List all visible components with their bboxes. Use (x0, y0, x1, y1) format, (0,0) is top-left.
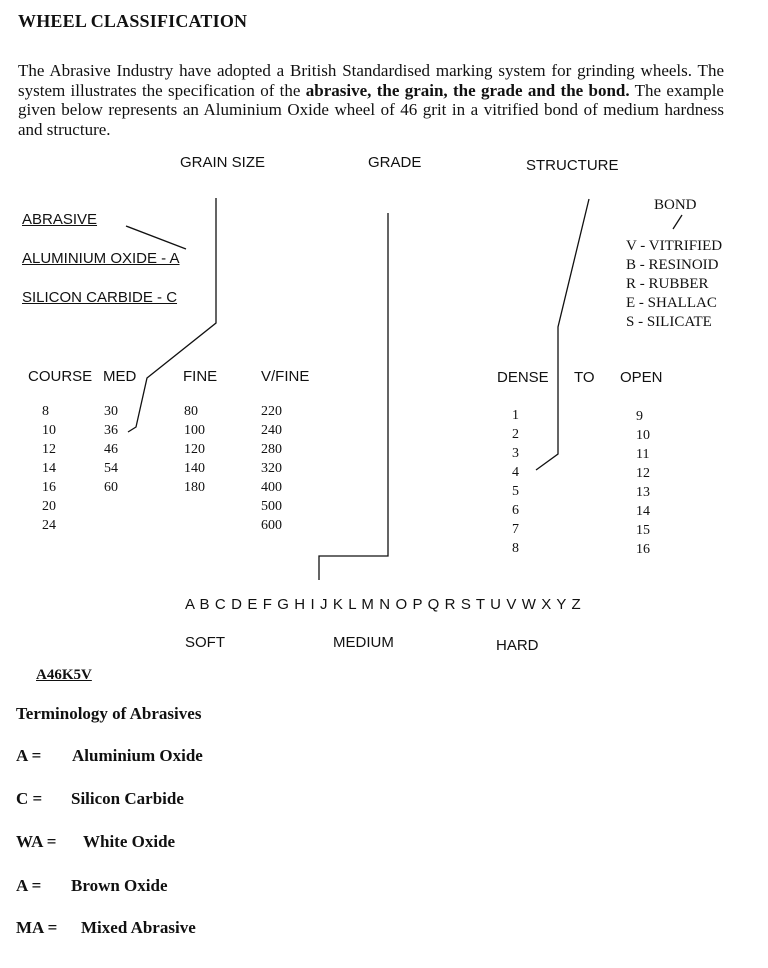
grain-size-header: GRAIN SIZE (180, 154, 266, 171)
grain-value: 400 (261, 480, 282, 495)
terminology-name: Silicon Carbide (71, 789, 184, 808)
bond-item: E - SHALLAC (626, 295, 717, 311)
grade-letter-scale: A B C D E F G H I J K L M N O P Q R S T U V W X Y Z (185, 596, 582, 613)
structure-value: 11 (636, 447, 650, 462)
grain-value: 8 (42, 404, 49, 419)
terminology-item (16, 789, 184, 809)
structure-value: 2 (512, 427, 519, 442)
grain-col-heading-fine: FINE (183, 368, 218, 385)
grain-value: 10 (42, 423, 56, 438)
bond-list (626, 237, 722, 332)
grain-value: 12 (42, 442, 56, 457)
grain-value: 600 (261, 518, 282, 533)
grain-value: 20 (42, 499, 56, 514)
intro-text-1: The Abrasive Industry have adopted a British Standardised marking system for grinding wheels. The system illustrates the specification of the (18, 61, 724, 100)
grain-col-course (42, 402, 56, 535)
grain-size-pointer-line (128, 198, 216, 432)
grain-value: 54 (104, 461, 118, 476)
grain-value: 120 (184, 442, 205, 457)
grain-value: 320 (261, 461, 282, 476)
bond-pointer-line (673, 215, 682, 229)
bond-item: S - SILICATE (626, 314, 712, 330)
grain-value: 24 (42, 518, 56, 533)
terminology-item (16, 746, 203, 766)
bond-item: B - RESINOID (626, 257, 719, 273)
terminology-item (16, 832, 175, 852)
structure-to-label: TO (574, 369, 595, 386)
terminology-name: White Oxide (83, 832, 176, 851)
structure-dense-values (512, 406, 519, 558)
grade-medium-label: MEDIUM (333, 634, 394, 651)
grade-soft-label: SOFT (185, 634, 225, 651)
grain-value: 220 (261, 404, 282, 419)
terminology-heading: Terminology of Abrasives (16, 704, 202, 723)
structure-pointer-line (536, 199, 589, 470)
terminology-item (16, 918, 196, 938)
grain-value: 500 (261, 499, 282, 514)
grain-col-fine (184, 402, 205, 497)
terminology-code: WA = (16, 832, 57, 851)
structure-value: 16 (636, 542, 650, 557)
grain-value: 16 (42, 480, 56, 495)
grain-value: 280 (261, 442, 282, 457)
grain-value: 180 (184, 480, 205, 495)
grain-value: 140 (184, 461, 205, 476)
structure-value: 10 (636, 428, 650, 443)
structure-value: 6 (512, 503, 519, 518)
grade-hard-label: HARD (496, 637, 539, 654)
abrasive-label: ABRASIVE (22, 211, 98, 228)
structure-value: 5 (512, 484, 519, 499)
bond-header: BOND (654, 197, 697, 213)
grain-value: 36 (104, 423, 118, 438)
abrasive-aluminium-oxide (22, 250, 180, 267)
page-title: WHEEL CLASSIFICATION (18, 11, 248, 31)
structure-value: 7 (512, 522, 519, 537)
abrasive-silicon-carbide (22, 289, 177, 306)
structure-value: 8 (512, 541, 519, 556)
grain-value: 30 (104, 404, 118, 419)
structure-value: 1 (512, 408, 519, 423)
terminology-name: Brown Oxide (71, 876, 168, 895)
structure-open-values (636, 407, 650, 559)
structure-value: 4 (512, 465, 519, 480)
terminology-name: Mixed Abrasive (81, 918, 196, 937)
aluminium-oxide-text: ALUMINIUM OXIDE - A (22, 250, 180, 267)
terminology-code: A = (16, 746, 42, 765)
intro-bold-text: abrasive, the grain, the grade and the bond. (305, 80, 630, 100)
terminology-code: C = (16, 789, 43, 808)
structure-value: 12 (636, 466, 650, 481)
grain-value: 60 (104, 480, 118, 495)
structure-open-label: OPEN (620, 369, 663, 386)
structure-value: 15 (636, 523, 650, 538)
grade-header: GRADE (368, 154, 422, 171)
bond-item: R - RUBBER (626, 276, 709, 292)
grade-pointer-line (319, 213, 388, 580)
bond-item: V - VITRIFIED (626, 238, 723, 254)
terminology-name: Aluminium Oxide (72, 746, 203, 765)
terminology-code: MA = (16, 918, 58, 937)
grain-value: 80 (184, 404, 198, 419)
structure-header: STRUCTURE (526, 157, 619, 174)
structure-value: 9 (636, 409, 643, 424)
grain-col-heading-course: COURSE (28, 368, 93, 385)
grain-col-vfine (261, 402, 282, 535)
grain-value: 100 (184, 423, 205, 438)
silicon-carbide-text: SILICON CARBIDE - C (22, 289, 178, 306)
grain-col-med (104, 402, 118, 497)
abrasive-pointer-line (126, 226, 186, 249)
intro-text-2: The example given below represents an Aluminium Oxide wheel of 46 grit in a vitrified bond of medium hardness and structure. (18, 80, 724, 139)
grain-value: 14 (42, 461, 56, 476)
terminology-code: A = (16, 876, 42, 895)
structure-value: 14 (636, 504, 650, 519)
structure-value: 3 (512, 446, 519, 461)
grain-col-heading-vfine: V/FINE (261, 368, 310, 385)
example-code: A46K5V (36, 667, 92, 683)
grain-value: 46 (104, 442, 118, 457)
structure-value: 13 (636, 485, 650, 500)
grain-value: 240 (261, 423, 282, 438)
structure-dense-label: DENSE (497, 369, 549, 386)
grain-col-heading-med: MED (103, 368, 137, 385)
terminology-item (16, 876, 168, 896)
